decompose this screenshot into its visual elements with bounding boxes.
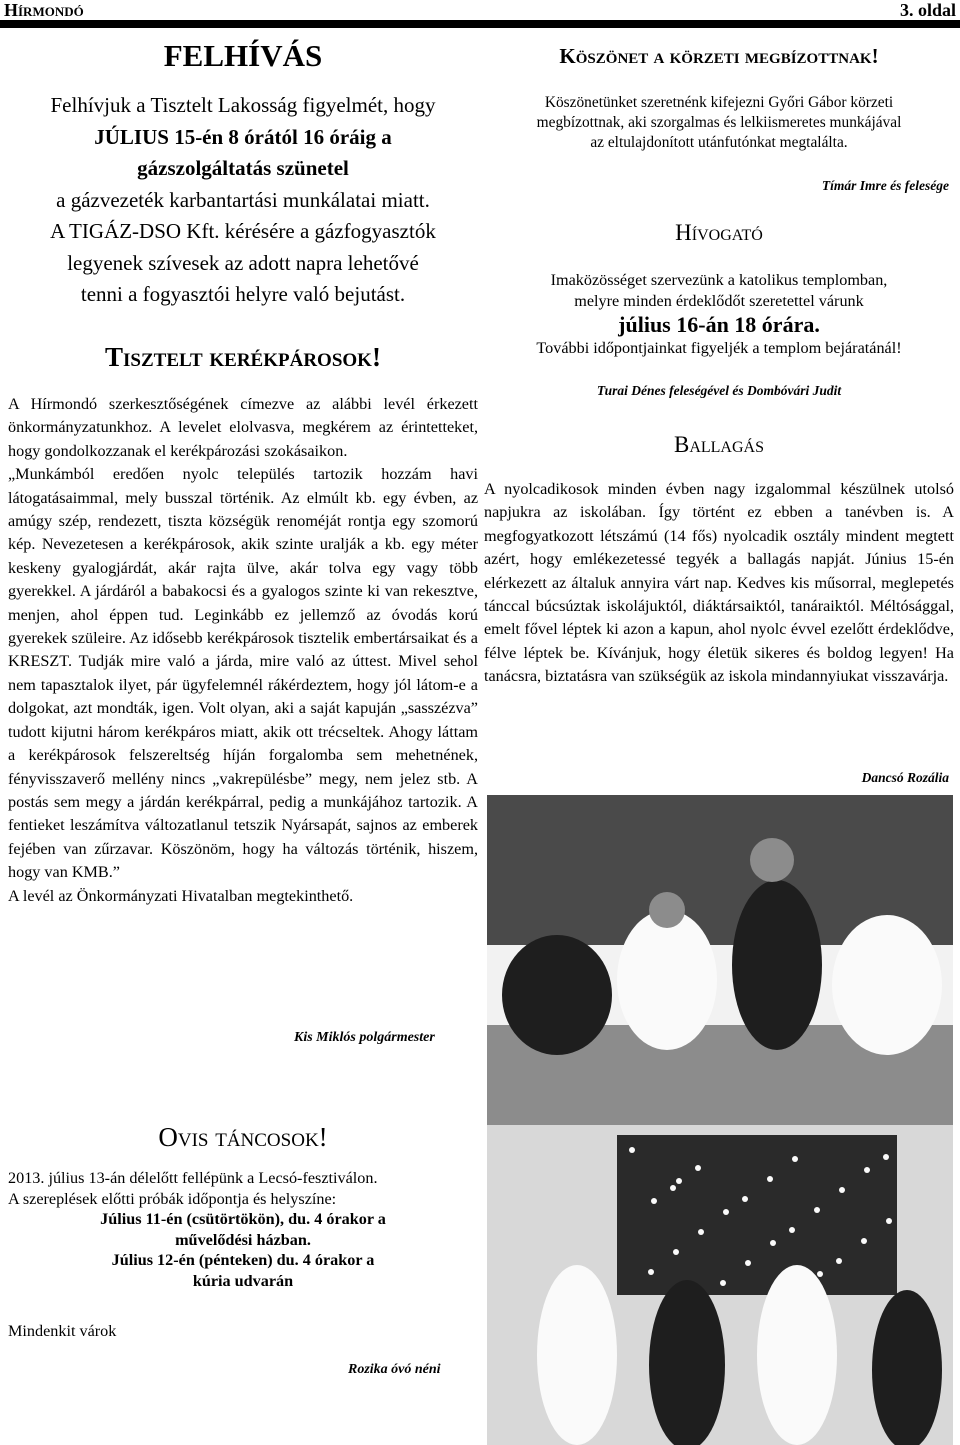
koszonet-signature: Tímár Imre és felesége [821, 178, 949, 193]
board-star [720, 1280, 726, 1286]
graduation-photo-illustration [487, 795, 953, 1445]
felhivas-line: tenni a fogyasztói helyre való bejutást. [80, 282, 406, 306]
kerekparosok-title: Tisztelt kerékpárosok! [105, 342, 381, 372]
board-star [651, 1198, 657, 1204]
board-star [817, 1271, 823, 1277]
board-star [723, 1209, 729, 1215]
kerekparosok-paragraph: „Munkámból eredően nyolc település tartozik hozzám havi látogatásaimmal, mely busszal történik. Az elmúlt kb. egy évben, az amúgy szép, rendezett, tiszta községük renoméját rontja egy szomorú kép. Nevezetesen a kerékpárosok, akik szinte uralják a kb. egy méter keskeny gyalogjárdát, akár rajta ülve, akár tolva egy vagy több gyerekkel. A járdáról a babakocsi és a gyalogos szinte ki van rekesztve, menjen, ahol éppen tud. Leginkább ez jellemző az óvodás korú gyerekek szüleire. Az idősebb kerékpárosok tisztelik embertársaikat és a KRESZT. Tudják mire való a járda, mire való az úttest. Mivel sehol nem tapasztalok ilyet, pár ügyfelemnél rákérdeztem, hogy jól látom-e a dolgokat, azt mondták, igen. Volt olyan, aki a saját kapuján „sasszézva” tudott kijutni három kerékpáros miatt, akik ott trécseltek. Ahogy láttam a kerékpárosok felszereltség híján forgalomba sem mehetnének, fényvisszaverő mellény nincs „vakrepülésbe” megy, nem jelez stb. A postás sem megy a járdán kerékpárral, pedig a munkájához tartozik. A fentieket leszámítva változatlanul tetszik Nyársapát, sajnos az emberek fejében van zűrzavar. Köszönöm, hogy ha változás történik, hiszem, hogy van KMB.” [8, 465, 478, 882]
felhivas-line: A TIGÁZ-DSO Kft. kérésére a gázfogyasztók [50, 219, 436, 243]
hivogato-signature: Turai Dénes feleségével és Dombóvári Judit [596, 383, 842, 398]
board-star [745, 1260, 751, 1266]
student-head [649, 892, 685, 928]
felhivas-line: JÚLIUS 15-én 8 órától 16 óráig a [94, 124, 392, 149]
hivogato-title: Hívogató [675, 220, 763, 245]
ovis-line: 2013. július 13-án délelőtt fellépünk a Lecsó-fesztiválon. [8, 1169, 378, 1187]
board-star [792, 1156, 798, 1162]
masthead-name: Hírmondó [4, 0, 84, 20]
koszonet-line: Köszönetünket szeretnénk kifejezni Győri Gábor körzeti [544, 94, 894, 111]
board-star [886, 1218, 892, 1224]
felhivas-line: Felhívjuk a Tisztelt Lakosság figyelmét, hogy [50, 93, 436, 117]
student [617, 910, 717, 1050]
bouquet [502, 935, 612, 1055]
ovis-body [8, 1168, 478, 1291]
board-star [883, 1154, 889, 1160]
teacher-head [750, 838, 794, 882]
hivogato-body [484, 270, 954, 359]
ovis-line: Július 12-én (pénteken) du. 4 órakor a [111, 1251, 375, 1269]
header-rule [0, 20, 960, 28]
board-star [648, 1269, 654, 1275]
koszonet-title: Köszönet a körzeti megbízottnak! [559, 44, 879, 68]
ballagas-body: A nyolcadikosok minden évben nagy izgalommal készülnek utolsó napjukra az iskolában. Így történt ez ebben a tanévben is. A megfogyatkozott létszámú (14 fős) nyolcadik osztály mindent megtett azért, hogy emlékezetessé tegyék a ballagás napját. Június 15-én elérkezett az általuk annyira várt nap. Kedves kis műsorral, meglepetés tánccal búcsúztak iskolájuktól, diáktársaiktól, tanáraiktól. Méltósággal, emelt fővel léptek ki azon a kapun, ahol nyolc évvel ezelőtt érdeklődve, félve léptek be. Kívánjuk, hogy életük sikeres és boldog legyen! Ha tanácsra, biztatásra van szükségük az iskola mindannyiukat visszavárja. [484, 480, 954, 686]
board-star [742, 1196, 748, 1202]
dancer [757, 1265, 837, 1445]
hivogato-line: További időpontjainkat figyeljék a templom bejáratánál! [536, 339, 902, 357]
board-star [767, 1176, 773, 1182]
koszonet-body [484, 93, 954, 153]
board-star [770, 1240, 776, 1246]
koszonet-line: az eltulajdonított utánfutónkat megtalálta. [590, 134, 848, 151]
dancer [872, 1290, 942, 1445]
kerekparosok-signature: Kis Miklós polgármester [294, 1030, 435, 1045]
graduation-photo [487, 795, 953, 1445]
felhivas-title: FELHÍVÁS [163, 38, 323, 73]
teacher [732, 880, 822, 1050]
board-star [789, 1227, 795, 1233]
ovis-title: Ovis táncosok! [158, 1122, 328, 1152]
felhivas-body [8, 90, 478, 311]
board-star [836, 1258, 842, 1264]
kerekparosok-paragraph: A levél az Önkormányzati Hivatalban megtekinthető. [8, 886, 354, 905]
board-star [695, 1165, 701, 1171]
kerekparosok-paragraph: A Hírmondó szerkesztőségének címezve az alábbi levél érkezett önkormányzatunkhoz. A levelet elolvasva, megkérem az érintetteket, hogy gondolkozzanak el kerékpározási szokásaikon. [8, 395, 478, 460]
ovis-signature: Rozika óvó néni [348, 1362, 441, 1377]
board-star [629, 1147, 635, 1153]
felhivas-line: a gázvezeték karbantartási munkálatai miatt. [56, 187, 430, 212]
ovis-line: Július 11-én (csütörtökön), du. 4 órakor a [100, 1210, 386, 1228]
ovis-line: kúria udvarán [192, 1271, 294, 1290]
dancer [649, 1280, 725, 1445]
hivogato-date: július 16-án 18 órára. [618, 312, 820, 337]
page-number: 3. oldal [899, 0, 956, 20]
board-star [676, 1178, 682, 1184]
ballagas-title: Ballagás [673, 432, 764, 457]
dancer [537, 1265, 617, 1445]
ovis-closing: Mindenkit várok [8, 1322, 117, 1340]
hivogato-line: Imaközösséget szervezünk a katolikus templomban, [550, 271, 888, 289]
kerekparosok-body [8, 393, 478, 908]
board-star [839, 1187, 845, 1193]
board-star [673, 1249, 679, 1255]
photo-starry-board [617, 1135, 897, 1295]
board-star [864, 1167, 870, 1173]
ballagas-signature: Dancsó Rozália [861, 770, 949, 785]
board-star [670, 1185, 676, 1191]
hivogato-line: melyre minden érdeklődőt szeretettel várunk [574, 291, 864, 310]
ovis-line: A szereplések előtti próbák időpontja és helyszíne: [8, 1189, 337, 1208]
board-star [814, 1207, 820, 1213]
ovis-line: művelődési házban. [175, 1230, 311, 1249]
bouquet [832, 915, 942, 1055]
board-star [861, 1238, 867, 1244]
felhivas-line: gázszolgáltatás szünetel [137, 156, 349, 180]
felhivas-line: legyenek szívesek az adott napra lehetővé [67, 250, 419, 275]
board-star [698, 1229, 704, 1235]
koszonet-line: megbízottnak, aki szorgalmas és lelkiismeretes munkájával [536, 114, 902, 131]
